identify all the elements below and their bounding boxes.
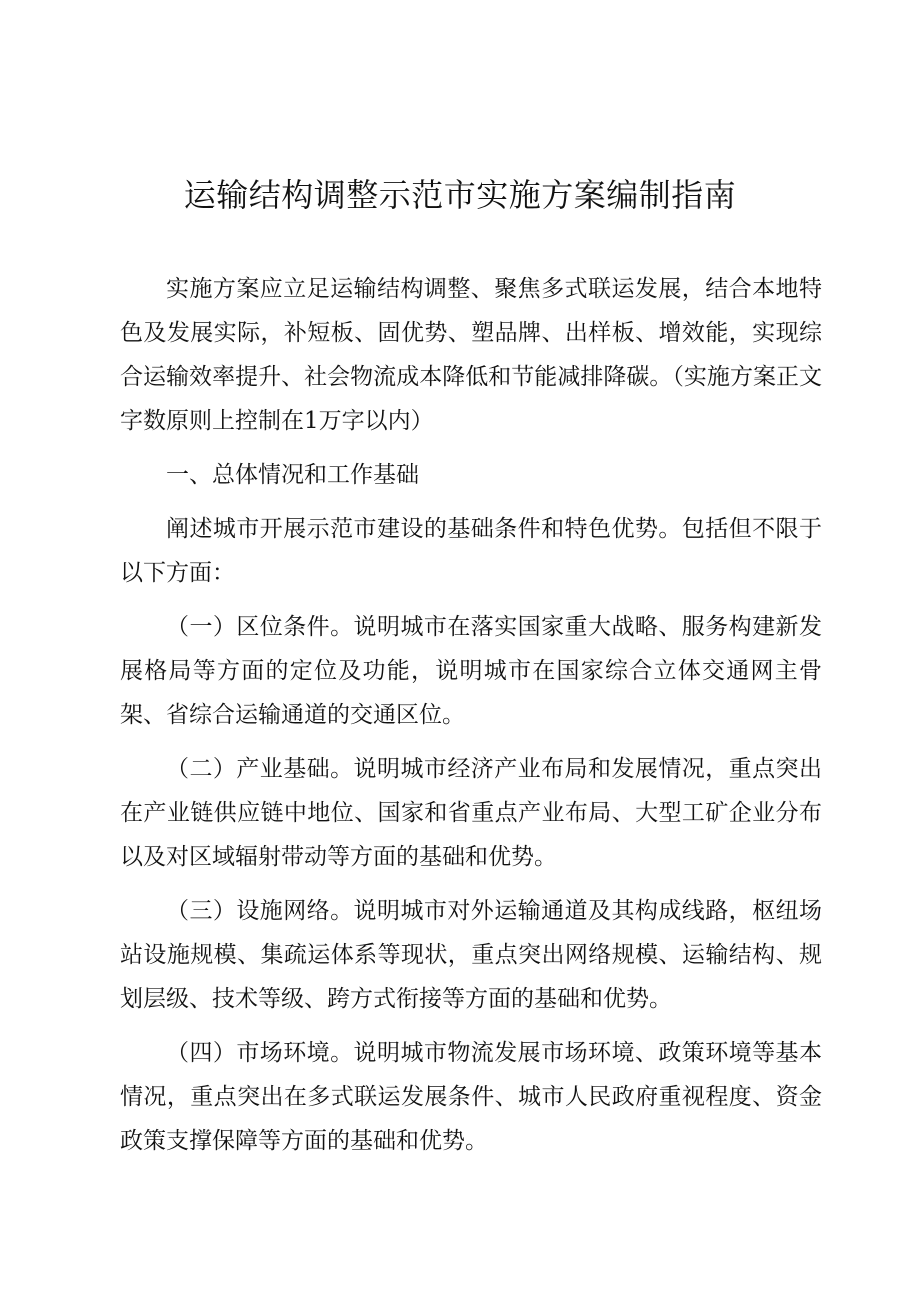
item-industrial-base: （二）产业基础。说明城市经济产业布局和发展情况，重点突出在产业链供应链中地位、国家和省重点产业布局、大型工矿企业分布以及对区域辐射带动等方面的基础和优势。 — [120, 756, 822, 870]
document-title: 运输结构调整示范市实施方案编制指南 — [183, 176, 737, 214]
intro-paragraph: 实施方案应立足运输结构调整、聚焦多式联运发展，结合本地特色及发展实际，补短板、固优势、塑品牌、出样板、增效能，实现综合运输效率提升、社会物流成本降低和节能减排降碳。（实施方案正文字数原则上控制在1万字以内） — [120, 276, 822, 434]
document-body — [120, 267, 822, 1173]
section-lead-paragraph: 阐述城市开展示范市建设的基础条件和特色优势。包括但不限于以下方面： — [120, 516, 822, 586]
section-heading: 一、总体情况和工作基础 — [166, 462, 419, 488]
item-market-environment: （四）市场环境。说明城市物流发展市场环境、政策环境等基本情况，重点突出在多式联运发展条件、城市人民政府重视程度、资金政策支撑保障等方面的基础和优势。 — [120, 1040, 822, 1154]
item-infrastructure-network: （三）设施网络。说明城市对外运输通道及其构成线路，枢纽场站设施规模、集疏运体系等现状，重点突出网络规模、运输结构、规划层级、技术等级、跨方式衔接等方面的基础和优势。 — [120, 898, 822, 1012]
item-location-conditions: （一）区位条件。说明城市在落实国家重大战略、服务构建新发展格局等方面的定位及功能，说明城市在国家综合立体交通网主骨架、省综合运输通道的交通区位。 — [120, 614, 822, 728]
